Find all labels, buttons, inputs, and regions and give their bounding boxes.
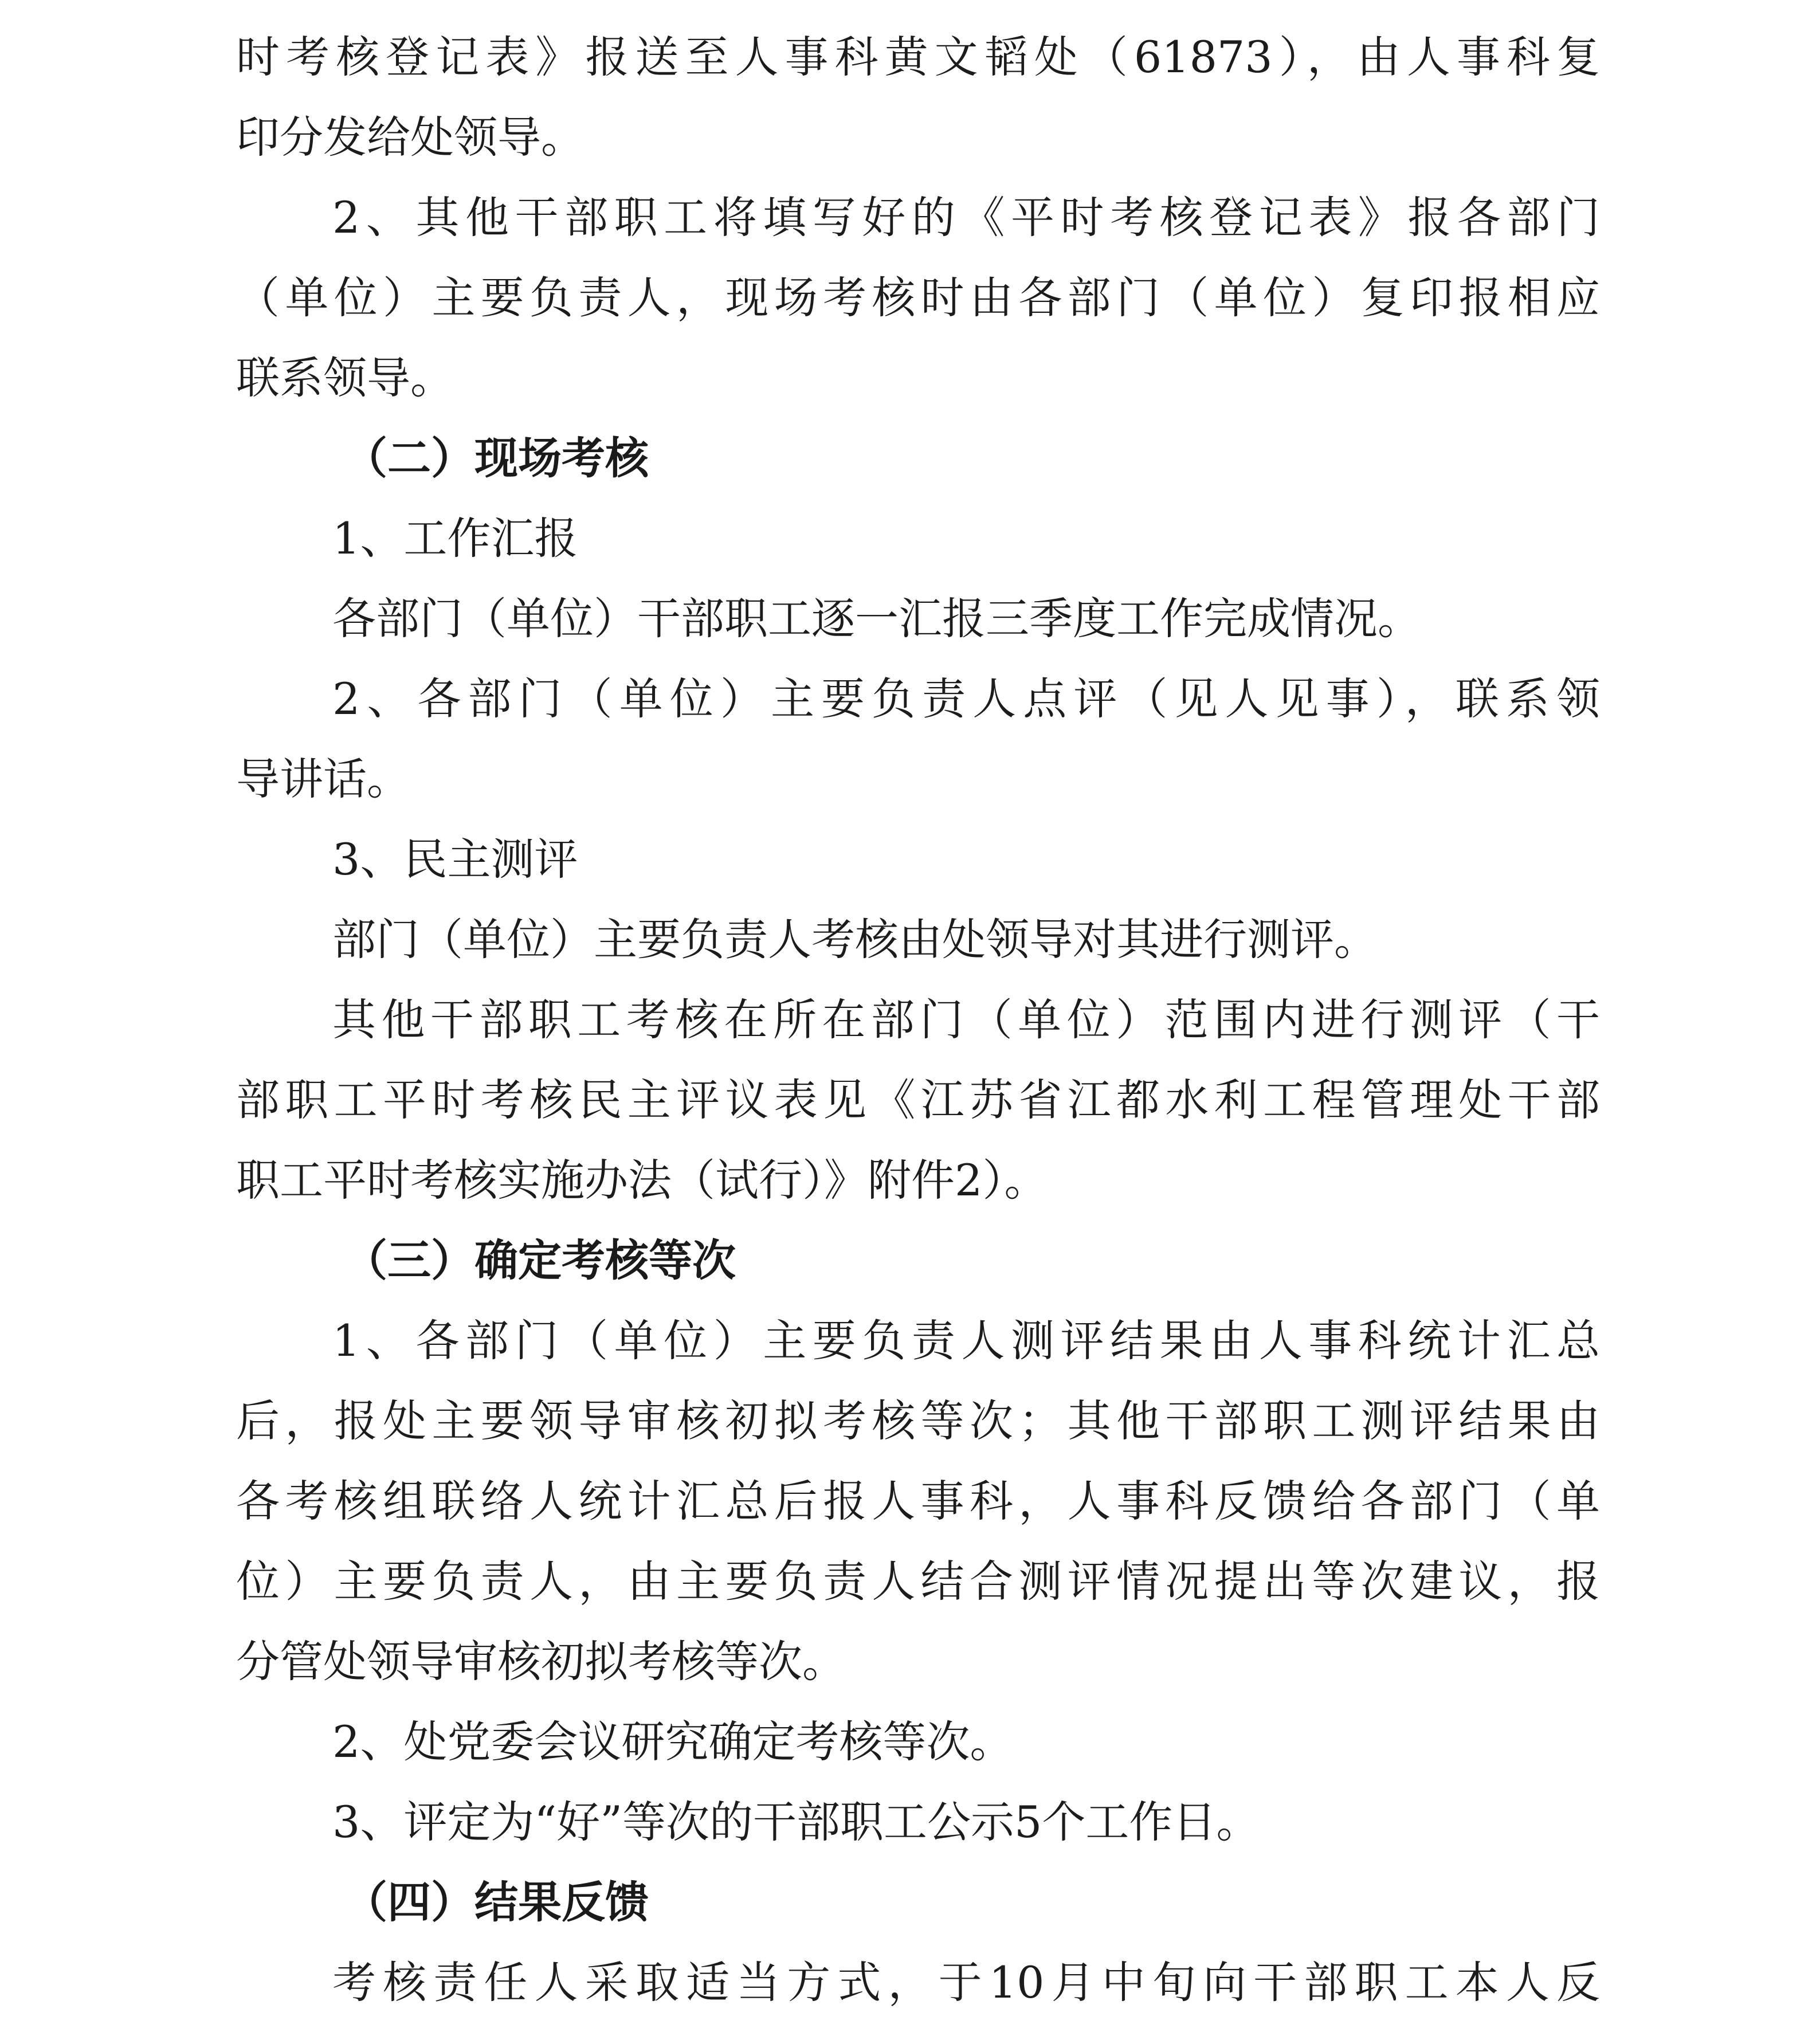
paragraph-line: 时考核登记表》报送至人事科黄文韬处（61873），由人事科复 (236, 32, 1600, 83)
paragraph-line: 3、评定为“好”等次的干部职工公示5个工作日。 (332, 1796, 1260, 1847)
paragraph-line: （单位）主要负责人，现场考核时由各部门（单位）复印报相应 (236, 272, 1600, 323)
paragraph-line: 2、各部门（单位）主要负责人点评（见人见事），联系领 (332, 673, 1600, 724)
paragraph-line: 考核责任人采取适当方式，于10月中旬向干部职工本人反 (332, 1957, 1600, 2008)
paragraph-line: 各部门（单位）干部职工逐一汇报三季度工作完成情况。 (332, 593, 1421, 644)
paragraph-line: 其他干部职工考核在所在部门（单位）范围内进行测评（干 (332, 994, 1600, 1045)
paragraph-line: 后，报处主要领导审核初拟考核等次；其他干部职工测评结果由 (236, 1395, 1600, 1446)
paragraph-line: 分管处领导审核初拟考核等次。 (236, 1636, 846, 1687)
paragraph-line: 各考核组联络人统计汇总后报人事科，人事科反馈给各部门（单 (236, 1476, 1600, 1527)
paragraph-line: 导讲话。 (236, 754, 410, 805)
section-heading: （四）结果反馈 (344, 1877, 649, 1928)
subsection-heading: 1、工作汇报 (332, 513, 578, 564)
paragraph-line: 部门（单位）主要负责人考核由处领导对其进行测评。 (332, 914, 1378, 965)
paragraph-line: 部职工平时考核民主评议表见《江苏省江都水利工程管理处干部 (236, 1074, 1600, 1125)
section-heading: （二）现场考核 (344, 433, 649, 484)
paragraph-line: 2、其他干部职工将填写好的《平时考核登记表》报各部门 (332, 192, 1600, 243)
subsection-heading: 3、民主测评 (332, 834, 578, 885)
paragraph-line: 职工平时考核实施办法（试行）》附件2）。 (236, 1155, 1048, 1206)
paragraph-line: 2、处党委会议研究确定考核等次。 (332, 1716, 1014, 1767)
section-heading: （三）确定考核等次 (344, 1235, 736, 1286)
paragraph-line: 联系领导。 (236, 352, 454, 403)
paragraph-line: 位）主要负责人，由主要负责人结合测评情况提出等次建议，报 (236, 1556, 1600, 1607)
paragraph-line: 印分发给处领导。 (236, 112, 585, 163)
paragraph-line: 1、各部门（单位）主要负责人测评结果由人事科统计汇总 (332, 1315, 1600, 1366)
